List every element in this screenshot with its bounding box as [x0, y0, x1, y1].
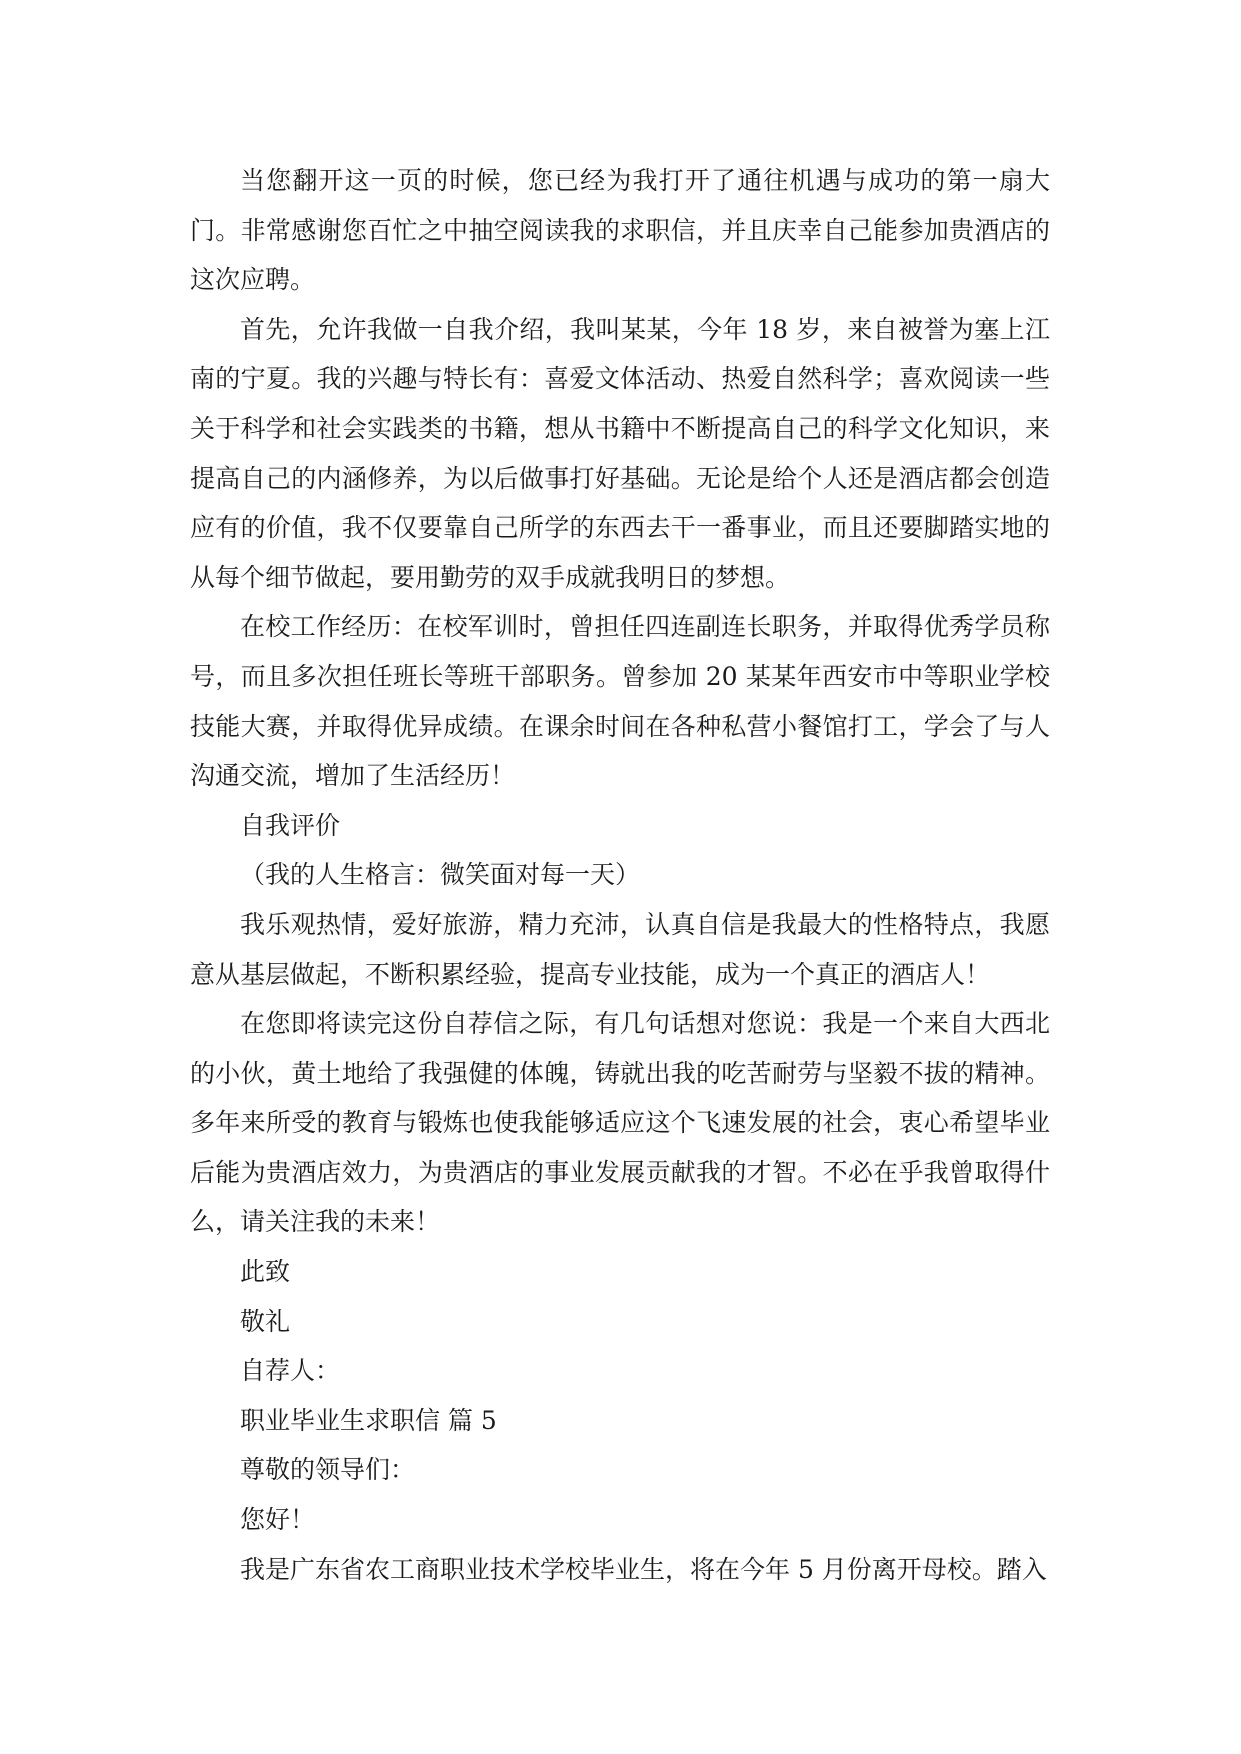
salutation: 尊敬的领导们：: [240, 1455, 416, 1485]
closing-remarks-paragraph: 在您即将读完这份自荐信之际，有几句话想对您说：我是一个来自大西北的小伙，黄土地给了我强健的体魄，铸就出我的吃苦耐劳与坚毅不拔的精神。多年来所受的教育与锻炼也使我能够适应这个飞速发展的社会，衷心希望毕业后能为贵酒店效力，为贵酒店的事业发展贡献我的才智。不必在乎我曾取得什么，请关注我的未来！: [190, 1009, 1050, 1237]
intro-paragraph: 当您翻开这一页的时候，您已经为我打开了通往机遇与成功的第一扇大门。非常感谢您百忙之中抽空阅读我的求职信，并且庆幸自己能参加贵酒店的这次应聘。: [190, 166, 1050, 295]
life-motto: （我的人生格言：微笑面对每一天）: [240, 860, 641, 890]
closing-line-2: 敬礼: [240, 1306, 291, 1336]
work-experience-paragraph: 在校工作经历：在校军训时，曾担任四连副连长职务，并取得优秀学员称号，而且多次担任班长等班干部职务。曾参加 20 某某年西安市中等职业学校技能大赛，并取得优异成绩。在课余时间在各种私营小餐馆打工，学会了与人沟通交流，增加了生活经历！: [190, 612, 1050, 791]
self-evaluation-heading: 自我评价: [240, 810, 341, 840]
self-introduction-paragraph: 首先，允许我做一自我介绍，我叫某某，今年 18 岁，来自被誉为塞上江南的宁夏。我的兴趣与特长有：喜爱文体活动、热爱自然科学；喜欢阅读一些关于科学和社会实践类的书籍，想从书籍中不断提高自己的科学文化知识，来提高自己的内涵修养，为以后做事打好基础。无论是给个人还是酒店都会创造应有的价值，我不仅要靠自己所学的东西去干一番事业，而且还要脚踏实地的从每个细节做起，要用勤劳的双手成就我明日的梦想。: [190, 314, 1050, 592]
closing-line-1: 此致: [240, 1257, 291, 1287]
greeting: 您好！: [240, 1505, 316, 1535]
personality-paragraph: 我乐观热情，爱好旅游，精力充沛，认真自信是我最大的性格特点，我愿意从基层做起，不断积累经验，提高专业技能，成为一个真正的酒店人！: [190, 909, 1050, 989]
signature-label: 自荐人：: [240, 1356, 341, 1386]
section-title: 职业毕业生求职信 篇 5: [240, 1405, 497, 1435]
final-paragraph: 我是广东省农工商职业技术学校毕业生，将在今年 5 月份离开母校。踏入: [240, 1554, 1047, 1584]
letter-body: [190, 156, 1050, 1594]
